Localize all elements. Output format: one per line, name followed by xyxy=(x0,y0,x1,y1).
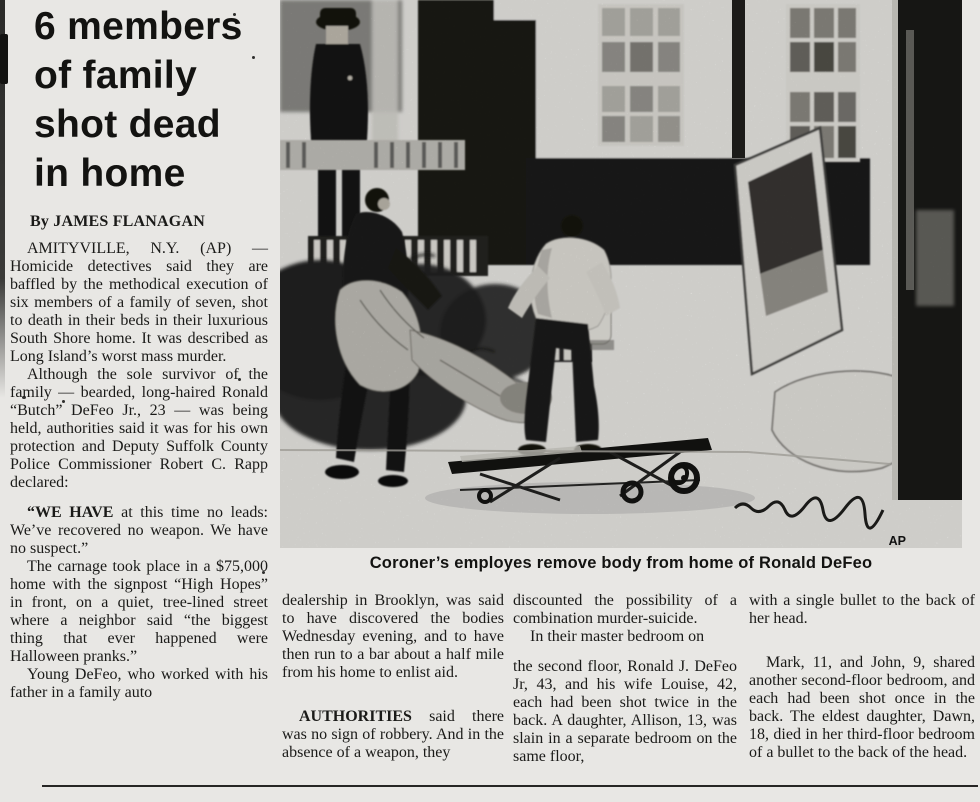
headline-line: 6 members xyxy=(34,5,243,48)
photo-credit: AP xyxy=(888,534,906,548)
paragraph: discounted the possibility of a combination murder-suicide. xyxy=(513,592,737,627)
paragraph: the second floor, Ronald J. DeFeo Jr, 43, and his wife Louise, 42, each had been shot twice in the back. A daughter, Allison, 13, was slain in a separate bedroom on the same floor, xyxy=(513,658,737,765)
news-photo xyxy=(280,0,962,548)
scan-edge-blob xyxy=(0,34,8,84)
paragraph: The carnage took place in a $75,000 home with the signpost “High Hopes” in front, on a quiet, tree-lined street where a neighbor said “the biggest thing that ever happened were Halloween pranks.” xyxy=(10,558,268,665)
paragraph: Young DeFeo, who worked with his father in a family auto xyxy=(10,666,268,701)
paragraph: AUTHORITIES said there was no sign of robbery. And in the absence of a weapon, they xyxy=(282,708,504,761)
paragraph: In their master bedroom on xyxy=(530,628,705,645)
headline-line: of family xyxy=(34,54,198,97)
paragraph: Although the sole survivor of the family — bearded, long-haired Ronald “Butch” DeFeo Jr., 23 — was being held, authorities said it was for his own protection and Deputy Suffolk County Police Commissioner Robert C. Rapp declared: xyxy=(10,366,268,491)
article-column-2 xyxy=(282,592,504,762)
paragraph: with a single bullet to the back of her head. xyxy=(749,592,975,627)
paragraph: “WE HAVE at this time no leads: We’ve recovered no weapon. We have no suspect.” xyxy=(10,504,269,557)
paragraph: AMITYVILLE, N.Y. (AP) — Homicide detectives said they are baffled by the methodical execution of six members of a family of seven, shot to death in their beds in their luxurious South Shore home. It was described as Long Island’s worst mass murder. xyxy=(10,240,268,365)
film-grain-overlay xyxy=(280,0,962,548)
paragraph: Mark, 11, and John, 9, shared another second-floor bedroom, and each had been shot once in the back. The eldest daughter, Dawn, 18, died in her third-floor bedroom of a bullet to the back of the head. xyxy=(749,654,975,761)
bottom-rule xyxy=(42,785,978,787)
article-column-4 xyxy=(749,592,975,762)
article-column-3 xyxy=(513,592,737,766)
news-photo-illustration xyxy=(280,0,962,548)
headline xyxy=(34,2,280,198)
article-column-1 xyxy=(10,240,268,702)
photo-caption: Coroner’s employes remove body from home of Ronald DeFeo xyxy=(369,554,873,572)
byline: By JAMES FLANAGAN xyxy=(30,213,205,230)
headline-line: shot dead xyxy=(34,103,221,146)
headline-line: in home xyxy=(34,152,186,195)
paragraph: dealership in Brooklyn, was said to have discovered the bodies Wednesday evening, and to have then run to a bar about a half mile from his home to enlist aid. xyxy=(282,592,504,681)
